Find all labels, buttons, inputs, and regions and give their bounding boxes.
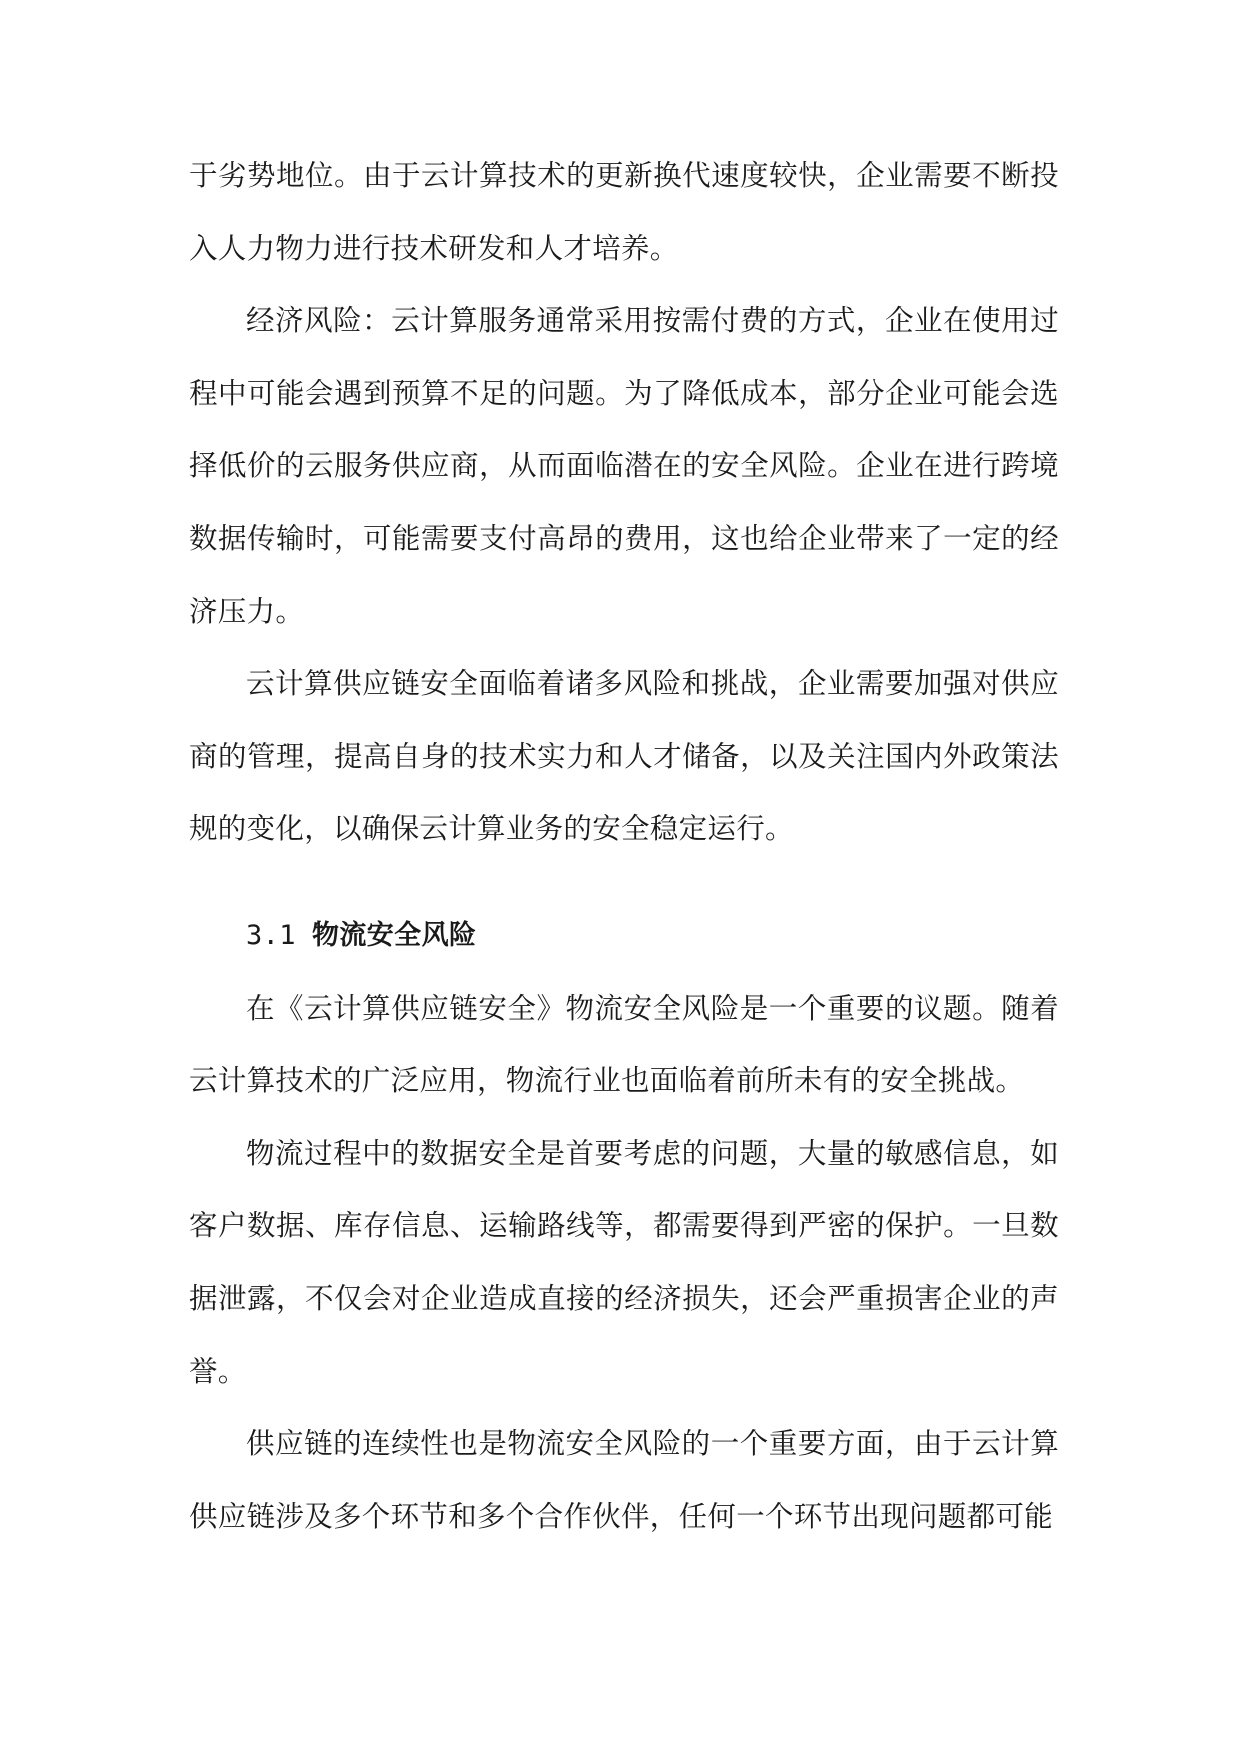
paragraph-logistics-intro: 在《云计算供应链安全》物流安全风险是一个重要的议题。随着云计算技术的广泛应用，物流行业也面临着前所未有的安全挑战。 [189,991,1059,1098]
paragraph-continuation: 于劣势地位。由于云计算技术的更新换代速度较快，企业需要不断投入人力物力进行技术研发和人才培养。 [189,159,1059,265]
paragraph-supply-continuity: 供应链的连续性也是物流安全风险的一个重要方面，由于云计算供应链涉及多个环节和多个合作伙伴，任何一个环节出现问题都可能 [189,1427,1059,1533]
paragraph-summary: 云计算供应链安全面临着诸多风险和挑战，企业需要加强对供应商的管理，提高自身的技术实力和人才储备，以及关注国内外政策法规的变化，以确保云计算业务的安全稳定运行。 [189,667,1059,846]
section-number: 3.1 [246,919,296,951]
paragraph-data-security: 物流过程中的数据安全是首要考虑的问题，大量的敏感信息，如客户数据、库存信息、运输路线等，都需要得到严密的保护。一旦数据泄露，不仅会对企业造成直接的经济损失，还会严重损害企业的声誉。 [189,1136,1059,1388]
section-title: 物流安全风险 [311,919,477,951]
section-heading [189,900,1059,973]
document-body [189,140,1059,1553]
paragraph-economic-risk: 经济风险：云计算服务通常采用按需付费的方式，企业在使用过程中可能会遇到预算不足的问题。为了降低成本，部分企业可能会选择低价的云服务供应商，从而面临潜在的安全风险。企业在进行跨境数据传输时，可能需要支付高昂的费用，这也给企业带来了一定的经济压力。 [189,304,1059,628]
